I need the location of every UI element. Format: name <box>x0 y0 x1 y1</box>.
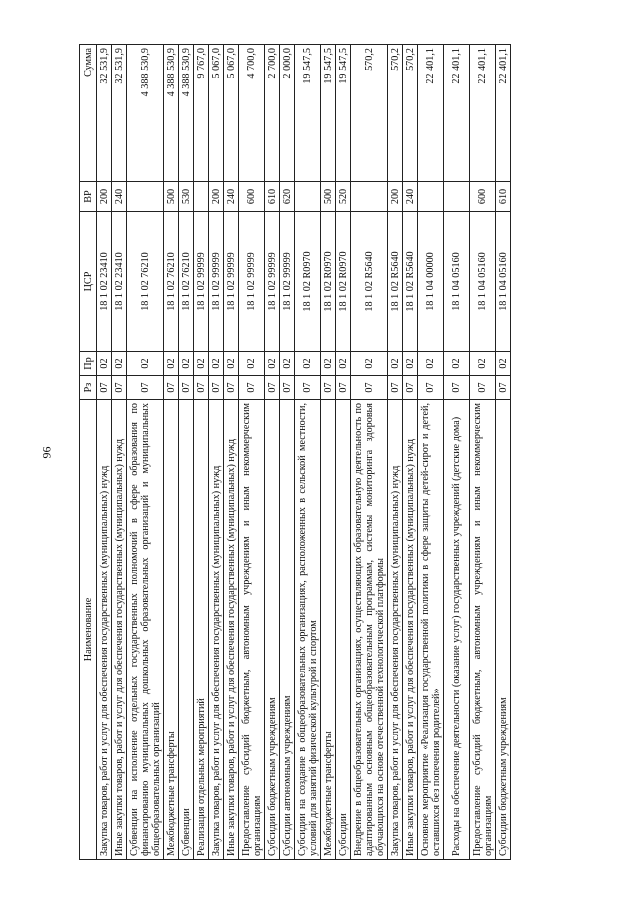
cell-vr <box>444 182 470 212</box>
cell-vr: 600 <box>239 182 265 212</box>
cell-name: Иные закупки товаров, работ и услуг для обеспечения государственных (муниципальных) нужд <box>112 400 127 860</box>
cell-vr: 200 <box>388 182 403 212</box>
cell-csr: 18 1 02 99999 <box>239 212 265 352</box>
cell-sum: 4 700,0 <box>239 45 265 182</box>
cell-rz: 07 <box>295 376 321 400</box>
table-row <box>418 45 444 860</box>
cell-pr: 02 <box>265 352 280 376</box>
cell-name: Основное мероприятие «Реализация государственной политики в сфере защиты детей-сирот и детей, оставшихся без попечения родителей» <box>418 400 444 860</box>
cell-rz: 07 <box>470 376 496 400</box>
cell-vr: 240 <box>224 182 239 212</box>
cell-name: Предоставление субсидий бюджетным, автономным учреждениям и иным некоммерческим организациям <box>239 400 265 860</box>
cell-vr: 240 <box>112 182 127 212</box>
table-row <box>239 45 265 860</box>
cell-sum: 570,2 <box>403 45 418 182</box>
cell-rz: 07 <box>194 376 209 400</box>
header-rz: Рз <box>80 376 97 400</box>
cell-sum: 5 067,0 <box>209 45 224 182</box>
header-vr: ВР <box>80 182 97 212</box>
cell-name: Расходы на обеспечение деятельности (оказание услуг) государственных учреждений (детские дома) <box>444 400 470 860</box>
cell-rz: 07 <box>97 376 112 400</box>
cell-rz: 07 <box>321 376 336 400</box>
cell-sum: 570,2 <box>388 45 403 182</box>
cell-rz: 07 <box>336 376 351 400</box>
cell-rz: 07 <box>239 376 265 400</box>
cell-sum: 19 547,5 <box>295 45 321 182</box>
table-row <box>336 45 351 860</box>
table-row <box>351 45 388 860</box>
cell-sum: 9 767,0 <box>194 45 209 182</box>
cell-pr: 02 <box>112 352 127 376</box>
header-name: Наименование <box>80 400 97 860</box>
cell-vr: 500 <box>164 182 179 212</box>
cell-rz: 07 <box>403 376 418 400</box>
cell-rz: 07 <box>265 376 280 400</box>
cell-pr: 02 <box>321 352 336 376</box>
table-row <box>179 45 194 860</box>
cell-csr: 18 1 02 R5640 <box>388 212 403 352</box>
cell-name: Субсидии бюджетным учреждениям <box>496 400 511 860</box>
table-row <box>164 45 179 860</box>
cell-vr <box>194 182 209 212</box>
cell-name: Предоставление субсидий бюджетным, автономным учреждениям и иным некоммерческим организациям <box>470 400 496 860</box>
cell-csr: 18 1 02 R0970 <box>321 212 336 352</box>
cell-vr: 240 <box>403 182 418 212</box>
cell-csr: 18 1 04 05160 <box>496 212 511 352</box>
cell-rz: 07 <box>209 376 224 400</box>
cell-csr: 18 1 04 00000 <box>418 212 444 352</box>
cell-pr: 02 <box>127 352 164 376</box>
cell-rz: 07 <box>418 376 444 400</box>
table-row <box>295 45 321 860</box>
cell-pr: 02 <box>388 352 403 376</box>
table-body <box>97 45 511 860</box>
cell-rz: 07 <box>224 376 239 400</box>
header-csr: ЦСР <box>80 212 97 352</box>
cell-csr: 18 1 02 R5640 <box>403 212 418 352</box>
table-row <box>403 45 418 860</box>
cell-name: Субсидии автономным учреждениям <box>280 400 295 860</box>
cell-sum: 22 401,1 <box>444 45 470 182</box>
cell-pr: 02 <box>444 352 470 376</box>
header-row <box>80 45 97 860</box>
cell-rz: 07 <box>444 376 470 400</box>
cell-pr: 02 <box>336 352 351 376</box>
cell-rz: 07 <box>112 376 127 400</box>
rotated-page <box>79 45 589 860</box>
cell-rz: 07 <box>388 376 403 400</box>
cell-sum: 5 067,0 <box>224 45 239 182</box>
cell-sum: 32 531,9 <box>97 45 112 182</box>
cell-sum: 4 388 530,9 <box>164 45 179 182</box>
cell-sum: 2 000,0 <box>280 45 295 182</box>
budget-table <box>79 44 511 860</box>
cell-csr: 18 1 02 R5640 <box>351 212 388 352</box>
cell-pr: 02 <box>280 352 295 376</box>
cell-vr: 620 <box>280 182 295 212</box>
cell-pr: 02 <box>194 352 209 376</box>
cell-vr: 600 <box>470 182 496 212</box>
table-row <box>470 45 496 860</box>
cell-vr <box>295 182 321 212</box>
cell-pr: 02 <box>224 352 239 376</box>
cell-name: Реализация отдельных мероприятий <box>194 400 209 860</box>
cell-sum: 32 531,9 <box>112 45 127 182</box>
table-row <box>209 45 224 860</box>
table-row <box>112 45 127 860</box>
cell-name: Закупка товаров, работ и услуг для обеспечения государственных (муниципальных) нужд <box>209 400 224 860</box>
cell-csr: 18 1 02 76210 <box>179 212 194 352</box>
cell-name: Внедрение в общеобразовательных организациях, осуществляющих образовательную деятельность по адаптированным основным общеобразовательным программам, системы мониторинга здоровья обучающихся на основе отечественной технологической платформы <box>351 400 388 860</box>
header-sum: Сумма <box>80 45 97 182</box>
cell-vr: 200 <box>209 182 224 212</box>
cell-csr: 18 1 02 76210 <box>164 212 179 352</box>
cell-name: Субвенции на исполнение отдельных государственных полномочий в сфере образования по финансированию муниципальных дошкольных образовательных организаций и муниципальных общеобразовательных организаций <box>127 400 164 860</box>
cell-rz: 07 <box>179 376 194 400</box>
table-row <box>194 45 209 860</box>
table-row <box>280 45 295 860</box>
cell-vr: 500 <box>321 182 336 212</box>
cell-rz: 07 <box>127 376 164 400</box>
cell-sum: 19 547,5 <box>336 45 351 182</box>
table-header <box>80 45 97 860</box>
cell-sum: 19 547,5 <box>321 45 336 182</box>
cell-sum: 570,2 <box>351 45 388 182</box>
cell-pr: 02 <box>97 352 112 376</box>
cell-vr <box>351 182 388 212</box>
cell-name: Межбюджетные трансферты <box>164 400 179 860</box>
cell-name: Закупка товаров, работ и услуг для обеспечения государственных (муниципальных) нужд <box>388 400 403 860</box>
cell-csr: 18 1 02 99999 <box>224 212 239 352</box>
cell-pr: 02 <box>295 352 321 376</box>
cell-vr <box>127 182 164 212</box>
cell-csr: 18 1 02 76210 <box>127 212 164 352</box>
header-pr: Пр <box>80 352 97 376</box>
cell-csr: 18 1 02 R0970 <box>295 212 321 352</box>
cell-sum: 22 401,1 <box>470 45 496 182</box>
cell-pr: 02 <box>239 352 265 376</box>
table-row <box>444 45 470 860</box>
table-row <box>224 45 239 860</box>
cell-pr: 02 <box>470 352 496 376</box>
cell-name: Иные закупки товаров, работ и услуг для обеспечения государственных (муниципальных) нужд <box>403 400 418 860</box>
cell-name: Субсидии бюджетным учреждениям <box>265 400 280 860</box>
cell-vr: 610 <box>265 182 280 212</box>
cell-sum: 4 388 530,9 <box>179 45 194 182</box>
cell-rz: 07 <box>496 376 511 400</box>
cell-pr: 02 <box>418 352 444 376</box>
cell-vr: 610 <box>496 182 511 212</box>
cell-sum: 4 388 530,9 <box>127 45 164 182</box>
cell-sum: 22 401,1 <box>496 45 511 182</box>
table-row <box>265 45 280 860</box>
cell-pr: 02 <box>179 352 194 376</box>
cell-csr: 18 1 02 99999 <box>194 212 209 352</box>
cell-rz: 07 <box>164 376 179 400</box>
rotated-content <box>79 45 589 860</box>
cell-name: Иные закупки товаров, работ и услуг для обеспечения государственных (муниципальных) нужд <box>224 400 239 860</box>
table-row <box>388 45 403 860</box>
table-row <box>321 45 336 860</box>
cell-pr: 02 <box>209 352 224 376</box>
cell-name: Межбюджетные трансферты <box>321 400 336 860</box>
cell-name: Закупка товаров, работ и услуг для обеспечения государственных (муниципальных) нужд <box>97 400 112 860</box>
cell-csr: 18 1 02 99999 <box>280 212 295 352</box>
cell-name: Субвенции <box>179 400 194 860</box>
cell-csr: 18 1 02 23410 <box>112 212 127 352</box>
cell-name: Субсидии <box>336 400 351 860</box>
cell-rz: 07 <box>280 376 295 400</box>
cell-pr: 02 <box>164 352 179 376</box>
cell-vr: 520 <box>336 182 351 212</box>
cell-pr: 02 <box>496 352 511 376</box>
cell-csr: 18 1 02 99999 <box>265 212 280 352</box>
cell-rz: 07 <box>351 376 388 400</box>
table-row <box>127 45 164 860</box>
table-row <box>97 45 112 860</box>
cell-csr: 18 1 04 05160 <box>470 212 496 352</box>
table-row <box>496 45 511 860</box>
cell-sum: 22 401,1 <box>418 45 444 182</box>
cell-vr <box>418 182 444 212</box>
page-number: 96 <box>39 446 54 459</box>
cell-vr: 200 <box>97 182 112 212</box>
cell-csr: 18 1 02 R0970 <box>336 212 351 352</box>
cell-name: Субсидии на создание в общеобразовательных организациях, расположенных в сельской местности, условий для занятий физической культурой и спортом <box>295 400 321 860</box>
cell-pr: 02 <box>403 352 418 376</box>
cell-csr: 18 1 02 23410 <box>97 212 112 352</box>
cell-vr: 530 <box>179 182 194 212</box>
cell-sum: 2 700,0 <box>265 45 280 182</box>
cell-csr: 18 1 02 99999 <box>209 212 224 352</box>
cell-csr: 18 1 04 05160 <box>444 212 470 352</box>
cell-pr: 02 <box>351 352 388 376</box>
